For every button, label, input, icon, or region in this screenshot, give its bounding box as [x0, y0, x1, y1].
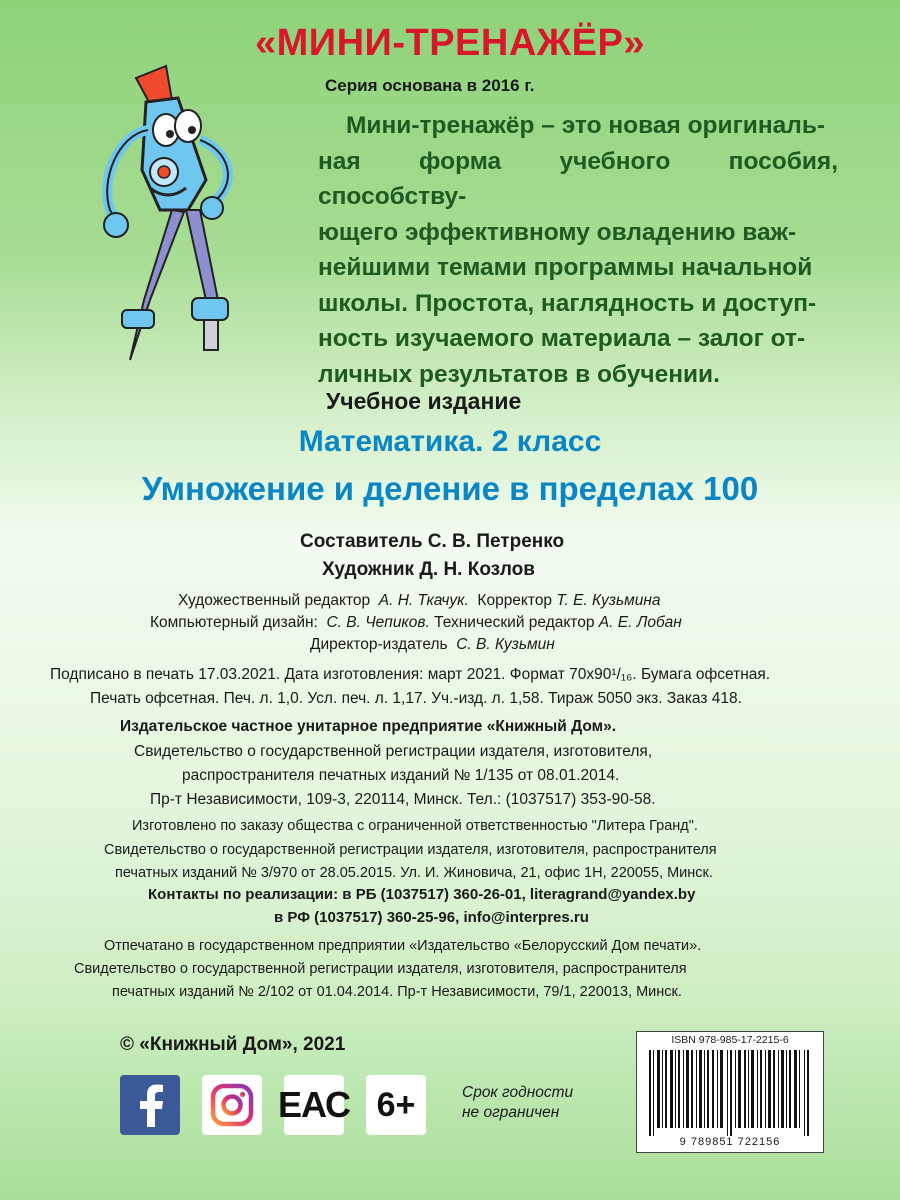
copyright: © «Книжный Дом», 2021 — [120, 1034, 346, 1055]
client-line-3: печатных изданий № 3/970 от 28.05.2015. Ул. И. Жиновича, 21, офис 1Н, 220055, Минск. — [115, 865, 713, 881]
publisher-line-4: Пр-т Независимости, 109-3, 220114, Минск. Тел.: (1037517) 353-90-58. — [150, 791, 656, 808]
client-line-1: Изготовлено по заказу общества с ограниченной ответственностью "Литера Гранд". — [132, 818, 698, 834]
designer-name: С. В. Чепиков. — [326, 614, 430, 631]
intro-line: ность изучаемого материала – залог от- — [318, 325, 806, 352]
barcode-digits: 9 789851 722156 — [679, 1136, 781, 1148]
credits-line-3 — [310, 636, 555, 654]
intro-line: ющего эффективному овладению важ- — [318, 218, 797, 246]
instagram-icon[interactable] — [202, 1075, 262, 1135]
artist-line: Художник Д. Н. Козлов — [322, 559, 535, 580]
client-line-2: Свидетельство о государственной регистрации издателя, изготовителя, распространителя — [104, 842, 717, 858]
intro-line: нейшими темами программы начальной — [318, 254, 813, 281]
eac-mark: ЕАС — [284, 1075, 344, 1135]
intro-line: личных результатов в обучении. — [318, 360, 720, 388]
isbn: ISBN 978-985-17-2215-6 — [671, 1034, 789, 1046]
publisher-name: Издательское частное унитарное предприятие «Книжный Дом». — [120, 718, 617, 735]
edition-type: Учебное издание — [326, 388, 522, 414]
director-name: С. В. Кузьмин — [456, 636, 555, 653]
credits-line-1 — [178, 592, 661, 610]
book-topic: Умножение и деление в пределах 100 — [141, 470, 759, 507]
publisher-line-3: распространителя печатных изданий № 1/135 от 08.01.2014. — [182, 767, 620, 784]
credits-line-2 — [150, 614, 682, 632]
intro-line: ная форма учебного пособия, способству- — [318, 147, 838, 210]
intro-line: Мини-тренажёр – это новая оригиналь- — [346, 112, 826, 139]
age-rating-badge: 6+ — [366, 1075, 426, 1135]
printer-line-3: печатных изданий № 2/102 от 01.04.2014. Пр-т Независимости, 79/1, 220013, Минск. — [112, 984, 682, 1000]
shelf-life-line-1: Срок годности — [462, 1084, 574, 1101]
print-info-line-2: Печать офсетная. Печ. л. 1,0. Усл. печ. л. 1,17. Уч.-изд. л. 1,58. Тираж 5050 экз. Заказ 418. — [90, 690, 742, 707]
barcode-bars — [649, 1050, 811, 1136]
publisher-line-2: Свидетельство о государственной регистрации издателя, изготовителя, — [134, 743, 653, 760]
shelf-life-line-2: не ограничен — [462, 1104, 560, 1121]
print-info-line-1: Подписано в печать 17.03.2021. Дата изготовления: март 2021. Формат 70х90¹/₁₆. Бумага офсетная. — [50, 666, 771, 683]
design-label: Компьютерный дизайн: — [150, 614, 318, 631]
barcode — [636, 1031, 824, 1153]
compass-mascot — [88, 60, 288, 370]
proofreader-label: Корректор — [477, 592, 553, 609]
series-founded: Серия основана в 2016 г. — [325, 76, 535, 95]
series-title: «МИНИ-ТРЕНАЖЁР» — [254, 22, 646, 64]
compiler-line: Составитель С. В. Петренко — [300, 531, 565, 552]
proofreader-name: Т. Е. Кузьмина — [556, 592, 661, 609]
art-editor-name: А. Н. Ткачук. — [378, 592, 469, 609]
printer-line-2: Свидетельство о государственной регистрации издателя, изготовителя, распространителя — [74, 961, 687, 977]
book-subject: Математика. 2 класс — [298, 425, 602, 458]
art-editor-label: Художественный редактор — [178, 592, 371, 609]
facebook-icon[interactable] — [120, 1075, 180, 1135]
shelf-life — [462, 1083, 573, 1123]
client-contacts-1: Контакты по реализации: в РБ (1037517) 360-26-01, literagrand@yandex.by — [148, 886, 696, 903]
intro-paragraph — [318, 108, 838, 392]
client-contacts-2: в РФ (1037517) 360-25-96, info@interpres.ru — [274, 909, 589, 926]
director-label: Директор-издатель — [310, 636, 448, 653]
tech-editor-label: Технический редактор — [434, 614, 595, 631]
printer-line-1: Отпечатано в государственном предприятии «Издательство «Белорусский Дом печати». — [104, 938, 702, 954]
tech-editor-name: А. Е. Лобан — [598, 614, 682, 631]
intro-line: школы. Простота, наглядность и доступ- — [318, 289, 817, 317]
